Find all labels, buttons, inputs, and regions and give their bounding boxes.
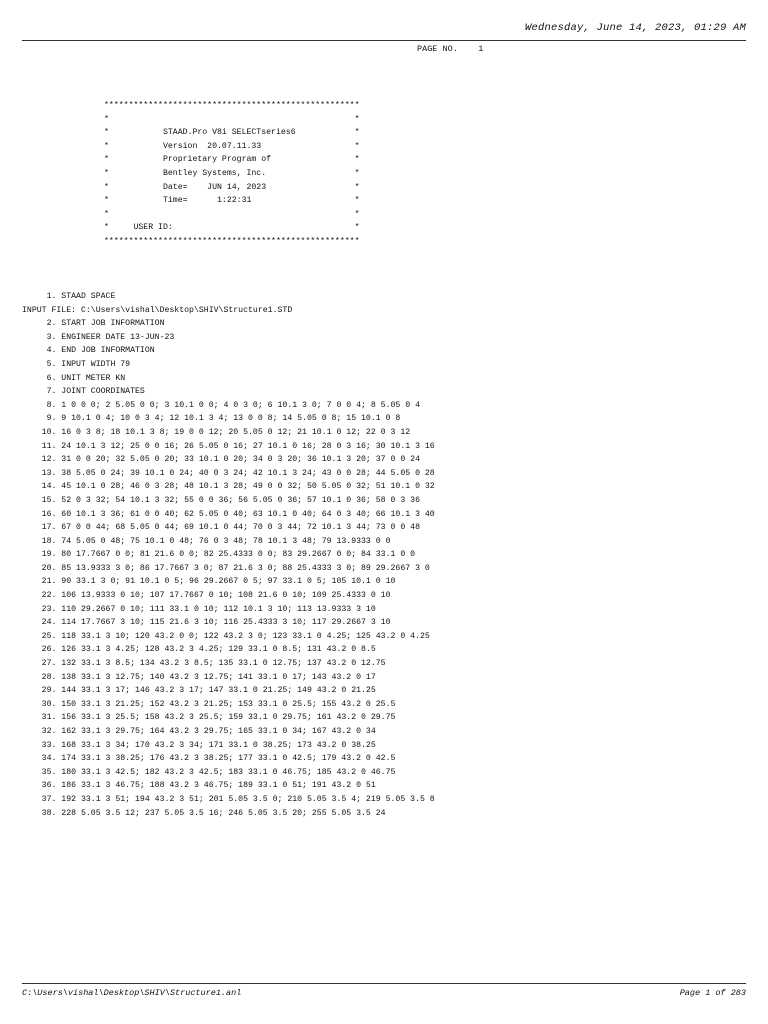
banner-line: * Version 20.07.11.33 *	[104, 141, 360, 151]
input-line: 8. 1 0 0 0; 2 5.05 0 0; 3 10.1 0 0; 4 0 3 0; 6 10.1 3 0; 7 0 0 4; 8 5.05 0 4	[22, 400, 420, 410]
input-line: 14. 45 10.1 0 28; 46 0 3 28; 48 10.1 3 28; 49 0 0 32; 50 5.05 0 32; 51 10.1 0 32	[22, 482, 435, 492]
input-line: 7. JOINT COORDINATES	[22, 387, 145, 397]
input-line: 31. 156 33.1 3 25.5; 158 43.2 3 25.5; 159 33.1 0 29.75; 161 43.2 0 29.75	[22, 713, 396, 723]
input-line: 25. 118 33.1 3 10; 120 43.2 0 0; 122 43.2 3 0; 123 33.1 0 4.25; 125 43.2 0 4.25	[22, 631, 430, 641]
input-line: 30. 150 33.1 3 21.25; 152 43.2 3 21.25; 153 33.1 0 25.5; 155 43.2 0 25.5	[22, 699, 396, 709]
footer-page-count: Page 1 of 283	[679, 988, 746, 998]
input-line: 13. 38 5.05 0 24; 39 10.1 0 24; 40 0 3 24; 42 10.1 3 24; 43 0 0 28; 44 5.05 0 28	[22, 468, 435, 478]
input-line: 27. 132 33.1 3 8.5; 134 43.2 3 8.5; 135 33.1 0 12.75; 137 43.2 0 12.75	[22, 659, 386, 669]
input-line: 12. 31 0 0 20; 32 5.05 0 20; 33 10.1 0 20; 34 0 3 20; 36 10.1 3 20; 37 0 0 24	[22, 455, 420, 465]
input-line: 28. 138 33.1 3 12.75; 140 43.2 3 12.75; 141 33.1 0 17; 143 43.2 0 17	[22, 672, 376, 682]
input-line: 20. 85 13.9333 3 0; 86 17.7667 3 0; 87 21.6 3 0; 88 25.4333 3 0; 89 29.2667 3 0	[22, 563, 430, 573]
banner-line: * USER ID: *	[104, 223, 360, 233]
banner-line: ****************************************************	[104, 101, 360, 110]
banner-line: * Bentley Systems, Inc. *	[104, 168, 360, 178]
input-line: 17. 67 0 0 44; 68 5.05 0 44; 69 10.1 0 44; 70 0 3 44; 72 10.1 3 44; 73 0 0 48	[22, 523, 420, 533]
input-line: 2. START JOB INFORMATION	[22, 319, 165, 329]
banner-line: * STAAD.Pro V8i SELECTseries6 *	[104, 128, 360, 138]
input-line: 38. 228 5.05 3.5 12; 237 5.05 3.5 16; 246 5.05 3.5 20; 255 5.05 3.5 24	[22, 808, 386, 818]
input-listing	[22, 290, 435, 820]
header-rule	[22, 40, 746, 41]
input-line: 24. 114 17.7667 3 10; 115 21.6 3 10; 116 25.4333 3 10; 117 29.2667 3 10	[22, 618, 391, 628]
input-line: 6. UNIT METER KN	[22, 373, 126, 383]
footer-rule	[22, 983, 746, 984]
input-line: 18. 74 5.05 0 48; 75 10.1 0 48; 76 0 3 48; 78 10.1 3 48; 79 13.9333 0 0	[22, 536, 391, 546]
page-number: PAGE NO. 1	[417, 44, 484, 54]
input-line: 37. 192 33.1 3 51; 194 43.2 3 51; 201 5.05 3.5 0; 210 5.05 3.5 4; 219 5.05 3.5 8	[22, 794, 435, 804]
banner-line: * *	[104, 209, 360, 219]
input-line: 22. 106 13.9333 0 10; 107 17.7667 0 10; 108 21.6 0 10; 109 25.4333 0 10	[22, 591, 391, 601]
input-line: 36. 186 33.1 3 46.75; 188 43.2 3 46.75; 189 33.1 0 51; 191 43.2 0 51	[22, 781, 376, 791]
input-line: 11. 24 10.1 3 12; 25 0 0 16; 26 5.05 0 16; 27 10.1 0 16; 28 0 3 16; 30 10.1 3 16	[22, 441, 435, 451]
banner-line: * Date= JUN 14, 2023 *	[104, 182, 360, 192]
input-line: 34. 174 33.1 3 38.25; 176 43.2 3 38.25; 177 33.1 0 42.5; 179 43.2 0 42.5	[22, 754, 396, 764]
print-date-header: Wednesday, June 14, 2023, 01:29 AM	[524, 22, 746, 34]
banner-line: * *	[104, 114, 360, 124]
input-line: 21. 90 33.1 3 0; 91 10.1 0 5; 96 29.2667 0 5; 97 33.1 0 5; 105 10.1 0 10	[22, 577, 396, 587]
input-line: 19. 80 17.7667 0 0; 81 21.6 0 0; 82 25.4333 0 0; 83 29.2667 0 0; 84 33.1 0 0	[22, 550, 416, 560]
input-line: 26. 126 33.1 3 4.25; 128 43.2 3 4.25; 129 33.1 0 8.5; 131 43.2 0 8.5	[22, 645, 376, 655]
input-line: 16. 60 10.1 3 36; 61 0 0 40; 62 5.05 0 40; 63 10.1 0 40; 64 0 3 40; 66 10.1 3 40	[22, 509, 435, 519]
input-line: 35. 180 33.1 3 42.5; 182 43.2 3 42.5; 183 33.1 0 46.75; 185 43.2 0 46.75	[22, 767, 396, 777]
program-banner	[104, 99, 360, 249]
input-line: INPUT FILE: C:\Users\vishal\Desktop\SHIV\Structure1.STD	[22, 305, 293, 315]
input-line: 4. END JOB INFORMATION	[22, 346, 155, 356]
input-line: 29. 144 33.1 3 17; 146 43.2 3 17; 147 33.1 0 21.25; 149 43.2 0 21.25	[22, 686, 376, 696]
input-line: 32. 162 33.1 3 29.75; 164 43.2 3 29.75; 165 33.1 0 34; 167 43.2 0 34	[22, 727, 376, 736]
input-line: 1. STAAD SPACE	[22, 292, 116, 301]
banner-line: * Time= 1:22:31 *	[104, 196, 360, 206]
input-line: 5. INPUT WIDTH 79	[22, 359, 131, 369]
input-line: 23. 110 29.2667 0 10; 111 33.1 0 10; 112 10.1 3 10; 113 13.9333 3 10	[22, 604, 376, 614]
input-line: 33. 168 33.1 3 34; 170 43.2 3 34; 171 33.1 0 38.25; 173 43.2 0 38.25	[22, 740, 376, 750]
input-line: 15. 52 0 3 32; 54 10.1 3 32; 55 0 0 36; 56 5.05 0 36; 57 10.1 0 36; 58 0 3 36	[22, 495, 420, 505]
input-line: 10. 16 0 3 8; 18 10.1 3 8; 19 0 0 12; 20 5.05 0 12; 21 10.1 0 12; 22 0 3 12	[22, 427, 411, 437]
input-line: 9. 9 10.1 0 4; 10 0 3 4; 12 10.1 3 4; 13 0 0 8; 14 5.05 0 8; 15 10.1 0 8	[22, 414, 401, 424]
banner-line: ****************************************************	[104, 236, 360, 246]
input-line: 3. ENGINEER DATE 13-JUN-23	[22, 332, 175, 342]
banner-line: * Proprietary Program of *	[104, 155, 360, 165]
footer-file-path: C:\Users\vishal\Desktop\SHIV\Structure1.anl	[22, 988, 242, 998]
